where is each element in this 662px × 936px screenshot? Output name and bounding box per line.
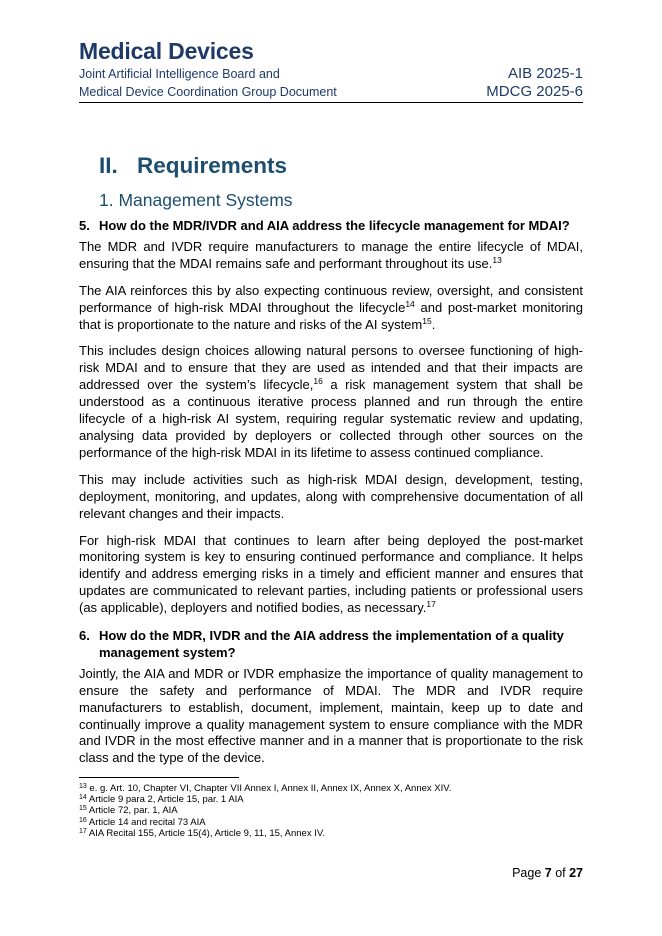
question-number: 6. xyxy=(79,628,90,644)
paragraph: This may include activities such as high-risk MDAI design, development, testing, deployment, monitoring, and updates, along with comprehensive documentation of all relevant changes and their impacts. xyxy=(79,471,583,521)
footnote: $^{14}$ Article 9 para 2, Article 15, par. 1 AIA xyxy=(79,794,244,806)
footnote-ref: 17 xyxy=(426,599,436,610)
header-rule xyxy=(79,102,583,103)
footnote: $^{13}$ e. g. Art. 10, Chapter VI, Chapter VII Annex I, Annex II, Annex IX, Annex X, Annex XIV. xyxy=(79,783,452,794)
footnote-ref: 15 xyxy=(422,315,432,326)
footnote-ref: 14 xyxy=(405,298,415,309)
section-heading xyxy=(99,153,287,179)
subsection-heading: 1. Management Systems xyxy=(99,190,293,210)
header-code-mdcg: MDCG 2025-6 xyxy=(486,83,583,100)
header-code-aib: AIB 2025-1 xyxy=(507,65,583,82)
question-text: How do the MDR, IVDR and the AIA address the implementation of a quality management system? xyxy=(99,628,564,660)
page-number: Page 7 of 27 xyxy=(512,866,583,880)
paragraph: This includes design choices allowing natural persons to oversee functioning of high-risk MDAI and to ensure that they are used as intended and that their impacts are addressed over the system’s lifecycle,$^{16}$ a risk management system that shall be understood as a continuous iterative process planned and run through the entire lifecycle of a high-risk AI system, requiring regular systematic review and updating, analysing data provided by deployers or collected through other sources on the performance of the high-risk MDAI in its lifetime to assess continued compliance. xyxy=(79,343,583,460)
paragraph: The AIA reinforces this by also expecting continuous review, oversight, and consistent performance of high-risk MDAI throughout the lifecycle$^{14}$ and post-market monitoring that is proportionate to the nature and risks of the AI system$^{15}$. xyxy=(79,282,583,332)
paragraph: For high-risk MDAI that continues to learn after being deployed the post-market monitoring system is key to ensuring continued performance and compliance. It helps identify and address emerging risks in a timely and efficient manner and ensures that updates are communicated to relevant parties, including patients or professional users (as applicable), deployers and notified bodies, as necessary.$^{17}$ xyxy=(79,532,583,616)
footnote: $^{16}$ Article 14 and recital 73 AIA xyxy=(79,816,206,828)
section-title: Requirements xyxy=(137,153,288,178)
body-text xyxy=(79,218,583,777)
footnotes xyxy=(79,783,451,839)
paragraph: Jointly, the AIA and MDR or IVDR emphasize the importance of quality management to ensure the safety and performance of MDAI. The MDR and IVDR require manufacturers to establish, document, implement, maintain, keep up to date and continually improve a quality management system to ensure compliance with the MDR and IVDR in the most effective manner and in a manner that is proportionate to the risk class and the type of the device. xyxy=(79,665,583,766)
header-title: Medical Devices xyxy=(79,38,254,64)
question-number: 5. xyxy=(79,218,90,233)
paragraph: The MDR and IVDR require manufacturers to manage the entire lifecycle of MDAI, ensuring that the MDAI remains safe and performant throughout its use.$^{13}$ xyxy=(79,238,583,271)
header-subtitle-line1: Joint Artificial Intelligence Board and xyxy=(79,67,280,81)
section-number: II. xyxy=(99,153,118,178)
footnote: $^{15}$ Article 72, par. 1, AIA xyxy=(79,805,178,817)
header-subtitle-line2: Medical Device Coordination Group Document xyxy=(79,85,337,99)
question-6 xyxy=(79,628,583,662)
footnote-ref: 13 xyxy=(492,254,502,265)
footnote: $^{17}$ AIA Recital 155, Article 15(4), Article 9, 11, 15, Annex IV. xyxy=(79,827,325,839)
footnote-separator xyxy=(79,777,239,778)
question-5 xyxy=(79,218,583,235)
question-text: How do the MDR/IVDR and AIA address the lifecycle management for MDAI? xyxy=(99,218,570,233)
footnote-ref: 16 xyxy=(313,376,323,387)
